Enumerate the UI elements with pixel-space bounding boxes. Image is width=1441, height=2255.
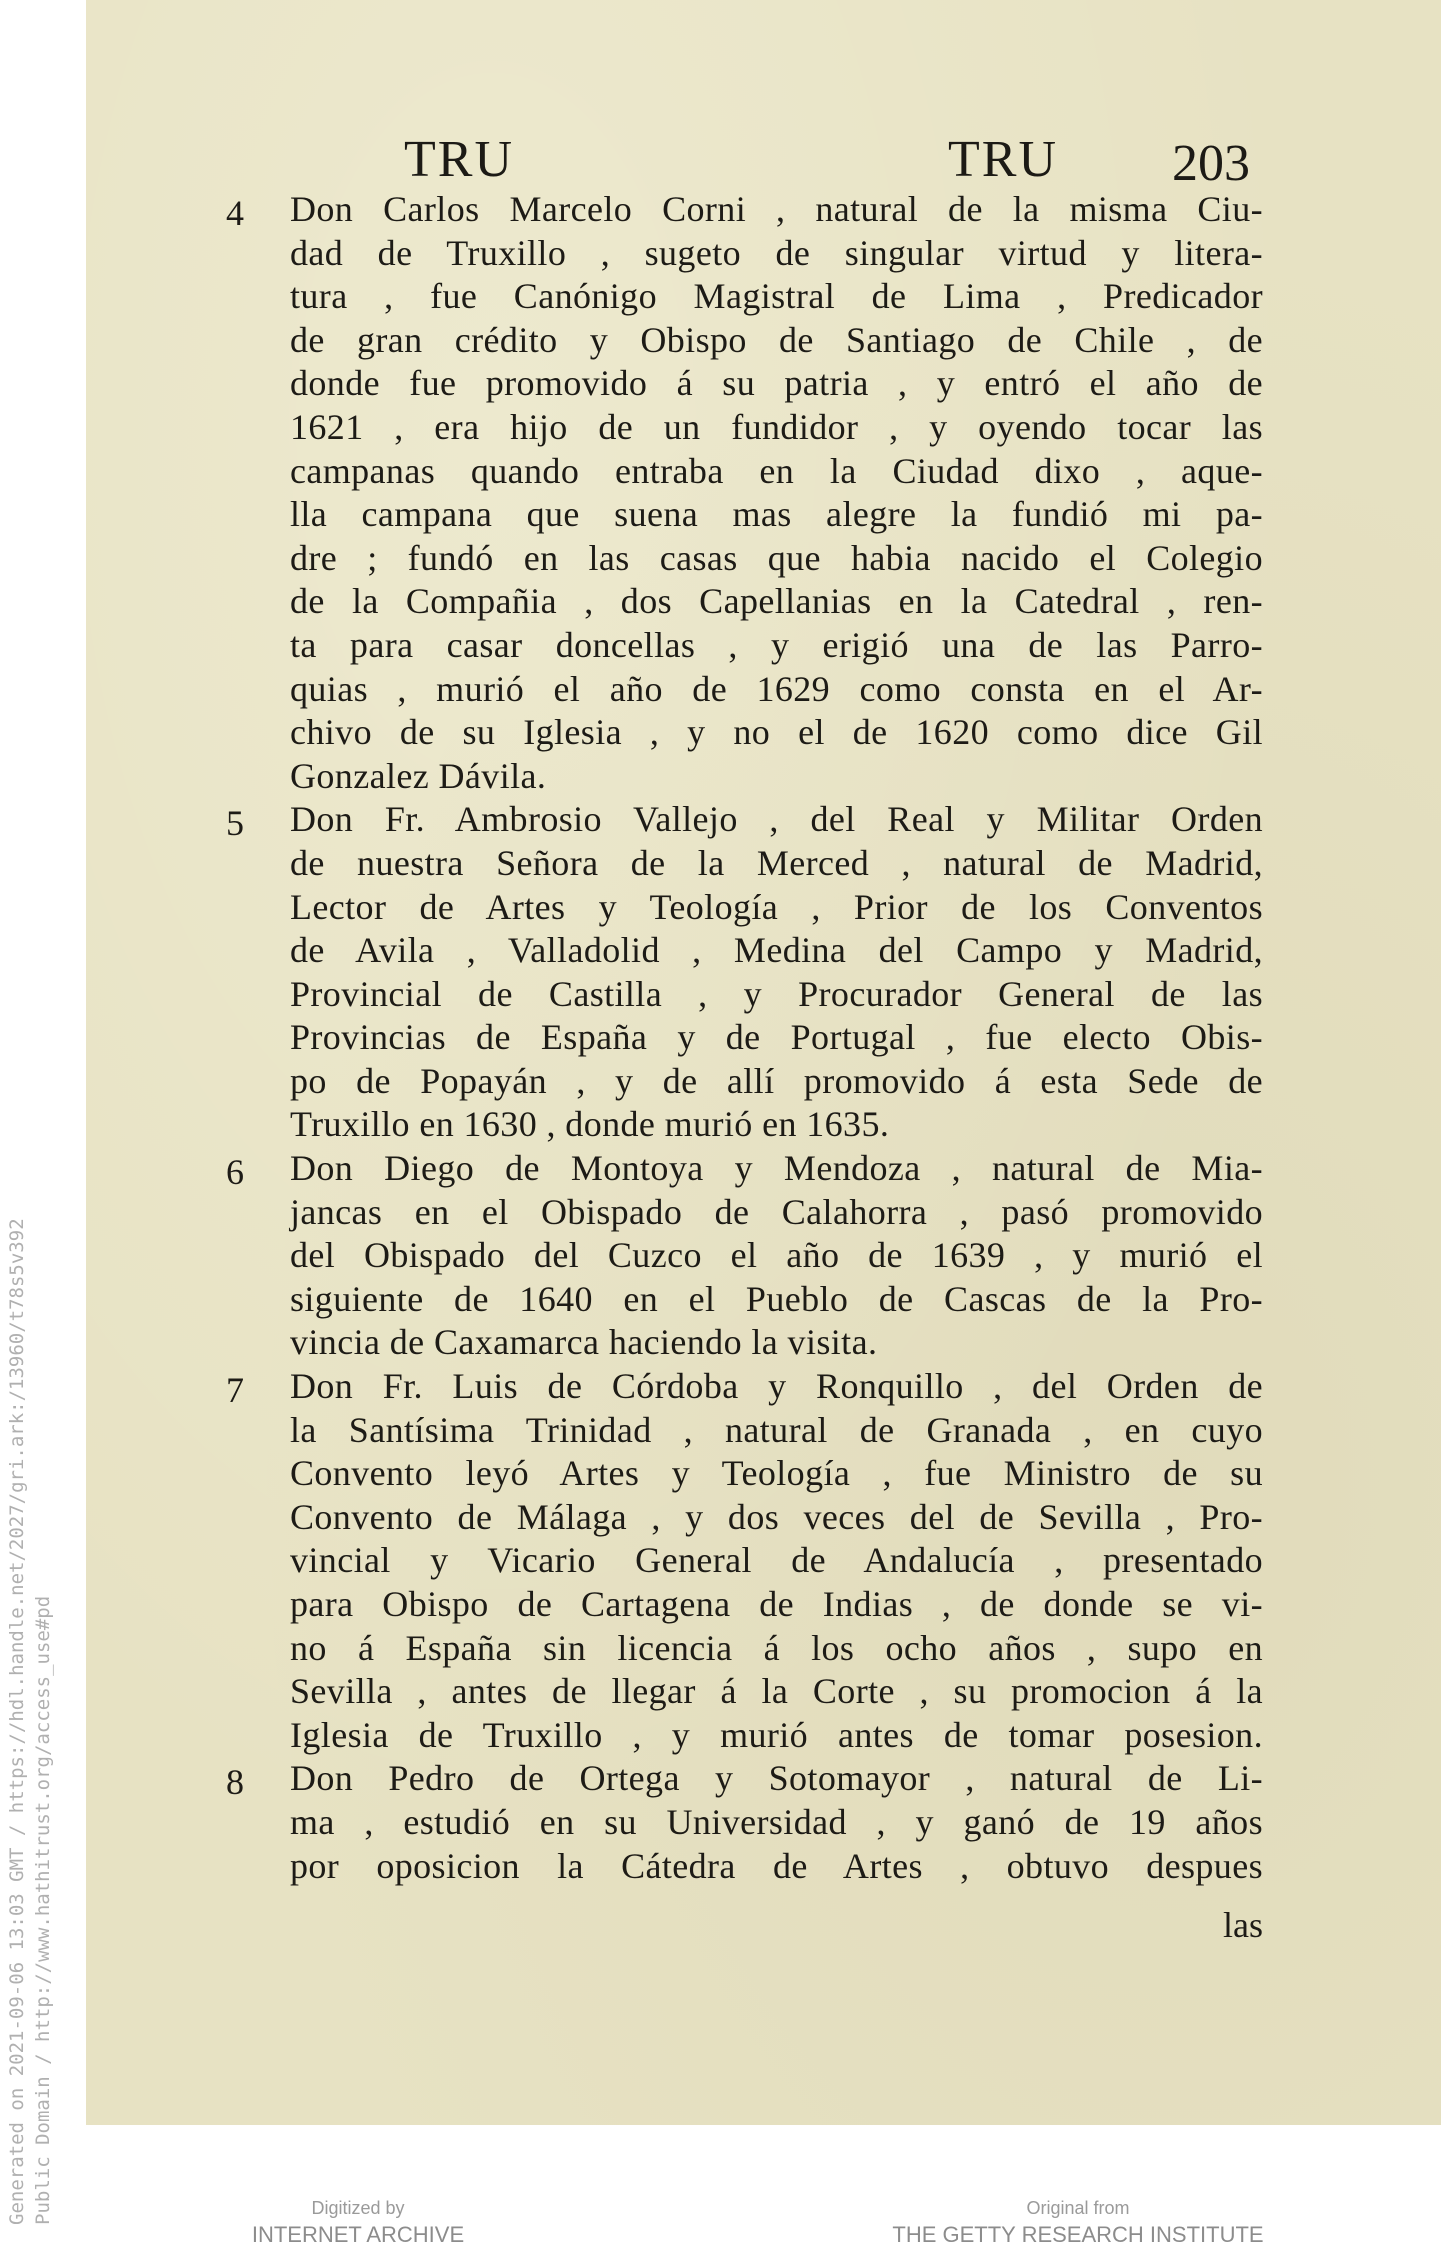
text-line: po de Popayán , y de allí promovido á esta Sede de <box>290 1060 1263 1101</box>
generation-stamp-line-2: Public Domain / http://www.hathitrust.org/access_use#pd <box>32 1595 54 2225</box>
text-line: jancas en el Obispado de Calahorra , pasó promovido <box>290 1191 1263 1232</box>
text-line: Don Diego de Montoya y Mendoza , natural de Mia- <box>290 1148 1263 1189</box>
text-line: Sevilla , antes de llegar á la Corte , su promocion á la <box>290 1671 1263 1712</box>
text-line: tura , fue Canónigo Magistral de Lima , Predicador <box>290 276 1263 317</box>
digitizer-name: INTERNET ARCHIVE <box>251 2222 465 2247</box>
text-line: no á España sin licencia á los ocho años , supo en <box>290 1627 1263 1668</box>
entry-8 <box>226 1757 1263 1888</box>
text-line: ta para casar doncellas , y erigió una de las Parro- <box>290 624 1263 665</box>
text-line: de la Compañia , dos Capellanias en la Catedral , ren- <box>290 581 1263 622</box>
text-line: ma , estudió en su Universidad , y ganó de 19 años <box>290 1801 1263 1842</box>
entry-7 <box>226 1365 1263 1757</box>
entry-number: 4 <box>226 193 244 233</box>
entry-5 <box>226 798 1263 1147</box>
text-line: vincia de Caxamarca haciendo la visita. <box>290 1322 878 1363</box>
entry-number: 8 <box>226 1762 244 1803</box>
entry-number: 5 <box>226 803 244 844</box>
generation-stamp <box>4 1105 56 2225</box>
text-line: donde fue promovido á su patria , y entró el año de <box>290 363 1263 404</box>
text-line: 1621 , era hijo de un fundidor , y oyendo tocar las <box>290 406 1263 447</box>
original-from-label: Original from <box>1026 2198 1130 2218</box>
body-text <box>226 188 1263 1888</box>
entry-number: 7 <box>226 1370 244 1411</box>
text-line: de nuestra Señora de la Merced , natural de Madrid, <box>290 842 1263 883</box>
text-line: Don Fr. Ambrosio Vallejo , del Real y Militar Orden <box>290 799 1263 840</box>
text-line: dad de Truxillo , sugeto de singular virtud y litera- <box>290 232 1263 273</box>
original-from-credit <box>878 2196 1278 2250</box>
running-head-right: TRU <box>948 131 1058 188</box>
text-line: para Obispo de Cartagena de Indias , de donde se vi- <box>290 1584 1263 1624</box>
digitized-by-credit <box>248 2196 468 2250</box>
text-line: campanas quando entraba en la Ciudad dixo , aque- <box>290 450 1263 491</box>
text-line: Gonzalez Dávila. <box>290 755 547 796</box>
entry-4 <box>226 188 1263 798</box>
entry-6 <box>226 1147 1263 1365</box>
text-line: Don Carlos Marcelo Corni , natural de la misma Ciu- <box>290 189 1263 229</box>
text-line: siguiente de 1640 en el Pueblo de Cascas de la Pro- <box>290 1278 1263 1319</box>
entry-number: 6 <box>226 1152 244 1193</box>
text-line: del Obispado del Cuzco el año de 1639 , y murió el <box>290 1235 1263 1276</box>
text-line: chivo de su Iglesia , y no el de 1620 como dice Gil <box>290 712 1263 753</box>
text-line: Truxillo en 1630 , donde murió en 1635. <box>290 1104 890 1145</box>
catchword: las <box>1223 1905 1263 1945</box>
text-line: quias , murió el año de 1629 como consta en el Ar- <box>290 668 1263 709</box>
text-line: de gran crédito y Obispo de Santiago de Chile , de <box>290 319 1263 360</box>
page-number: 203 <box>1172 135 1250 192</box>
text-line: Provincias de España y de Portugal , fue electo Obis- <box>290 1017 1263 1058</box>
generation-stamp-line-1: Generated on 2021-09-06 13:03 GMT / https://hdl.handle.net/2027/gri.ark:/13960/t78s5v392 <box>6 1218 28 2225</box>
text-line: Iglesia de Truxillo , y murió antes de tomar posesion. <box>290 1714 1263 1755</box>
digitized-by-label: Digitized by <box>311 2198 405 2218</box>
text-line: Don Pedro de Ortega y Sotomayor , natural de Li- <box>290 1758 1263 1799</box>
running-head-left: TRU <box>404 131 514 188</box>
source-institution-name: THE GETTY RESEARCH INSTITUTE <box>892 2222 1264 2247</box>
text-line: Don Fr. Luis de Córdoba y Ronquillo , del Orden de <box>290 1366 1263 1407</box>
text-line: por oposicion la Cátedra de Artes , obtuvo despues <box>290 1845 1263 1886</box>
text-line: Convento de Málaga , y dos veces del de Sevilla , Pro- <box>290 1496 1263 1537</box>
text-line: vincial y Vicario General de Andalucía , presentado <box>290 1540 1263 1581</box>
text-line: dre ; fundó en las casas que habia nacido el Colegio <box>290 537 1263 578</box>
text-line: Convento leyó Artes y Teología , fue Ministro de su <box>290 1453 1263 1494</box>
text-line: de Avila , Valladolid , Medina del Campo y Madrid, <box>290 930 1263 971</box>
text-line: la Santísima Trinidad , natural de Granada , en cuyo <box>290 1409 1263 1450</box>
text-line: lla campana que suena mas alegre la fundió mi pa- <box>290 494 1263 535</box>
text-line: Provincial de Castilla , y Procurador General de las <box>290 973 1263 1014</box>
text-line: Lector de Artes y Teología , Prior de los Conventos <box>290 886 1263 927</box>
